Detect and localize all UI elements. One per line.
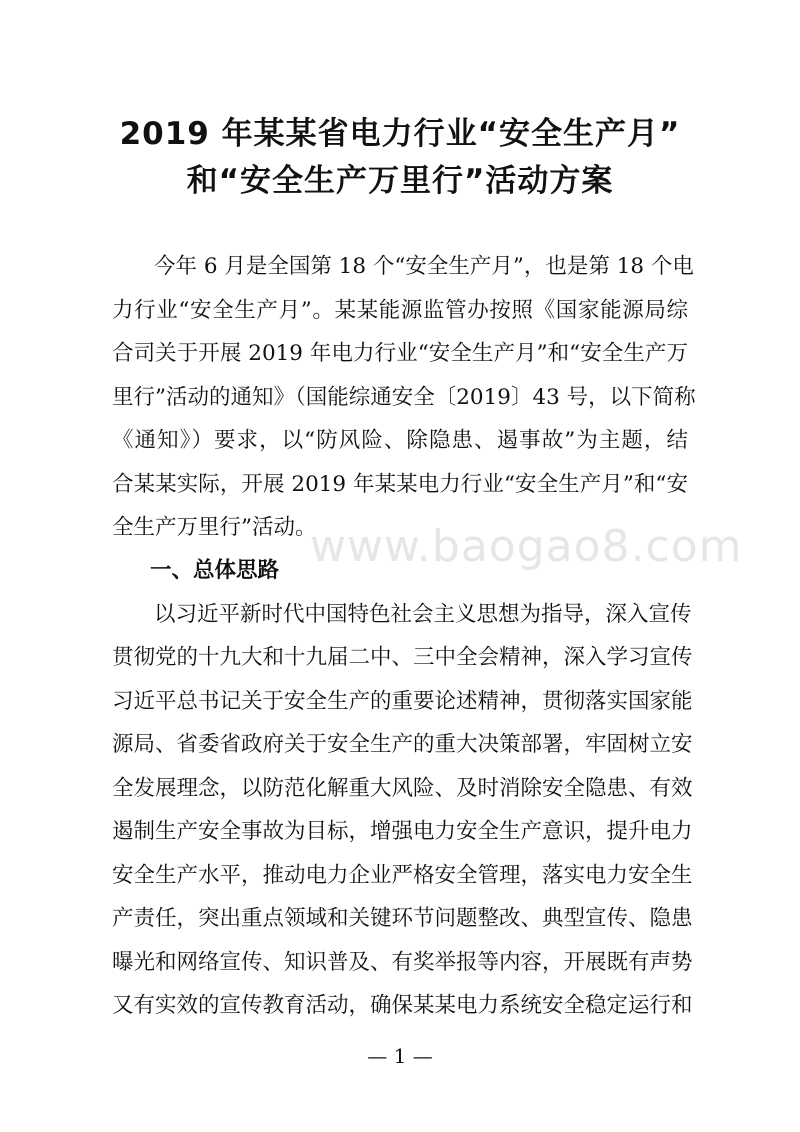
paragraph-line: 合某某实际，开展 2019 年某某电力行业“安全生产月”和“安 <box>112 472 688 497</box>
paragraph-line: 《通知》）要求，以“防风险、除隐患、遏事故”为主题，结 <box>112 428 688 453</box>
paragraph-line: 力行业“安全生产月”。某某能源监管办按照《国家能源局综 <box>112 298 688 323</box>
paragraph-line: 习近平总书记关于安全生产的重要论述精神，贯彻落实国家能 <box>112 689 693 714</box>
paragraph-line: 曝光和网络宣传、知识普及、有奖举报等内容，开展既有声势 <box>112 950 693 975</box>
document-title-line-2: 和“安全生产万里行”活动方案 <box>186 163 614 199</box>
paragraph-line: 里行”活动的通知》（国能综通安全〔2019〕43 号，以下简称 <box>112 385 696 410</box>
paragraph-line: 遏制生产安全事故为目标，增强电力安全生产意识，提升电力 <box>112 819 693 844</box>
page-number: — 1 — <box>367 1044 433 1068</box>
document-title-line-1: 2019 年某某省电力行业“安全生产月” <box>119 116 681 152</box>
paragraph-line: 合司关于开展 2019 年电力行业“安全生产月”和“安全生产万 <box>112 341 688 366</box>
paragraph-line: 全生产万里行”活动。 <box>112 515 317 540</box>
paragraph-line: 安全生产水平，推动电力企业严格安全管理，落实电力安全生 <box>112 863 693 888</box>
paragraph-line: 贯彻党的十九大和十九届二中、三中全会精神，深入学习宣传 <box>112 645 693 670</box>
paragraph-line: 又有实效的宣传教育活动，确保某某电力系统安全稳定运行和 <box>112 993 693 1018</box>
paragraph-line: 源局、省委省政府关于安全生产的重大决策部署，牢固树立安 <box>112 732 693 757</box>
paragraph-line: 今年 6 月是全国第 18 个“安全生产月”，也是第 18 个电 <box>154 254 694 279</box>
paragraph-line: 产责任，突出重点领域和关键环节问题整改、典型宣传、隐患 <box>112 906 693 931</box>
paragraph-line: 全发展理念，以防范化解重大风险、及时消除安全隐患、有效 <box>112 776 693 801</box>
paragraph-line: 以习近平新时代中国特色社会主义思想为指导，深入宣传 <box>154 602 692 627</box>
watermark: www.baogao8.com <box>310 521 743 572</box>
section-heading: 一、总体思路 <box>150 558 280 583</box>
